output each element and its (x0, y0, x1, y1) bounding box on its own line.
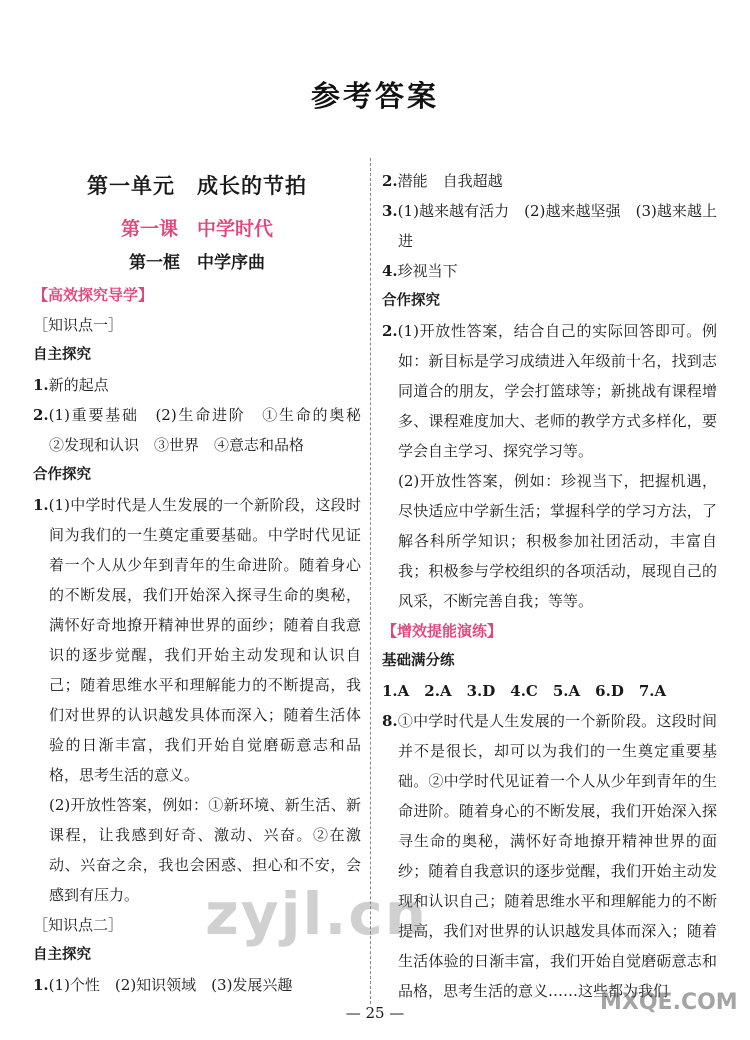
page-title: 参考答案 (310, 79, 439, 113)
page-number: — 25 — (345, 1004, 405, 1022)
item-text: (1)开放性答案，结合自己的实际回答即可。例如：新目标是学习成绩进入年级前十名，找到志同道合的朋友，学会打篮球等；新挑战有课程增多、课程难度加大、老师的教学方式多样化，要学会自主学习、探究学习等。 (397, 322, 717, 460)
item-text: (1)个性 (2)知识领域 (3)发展兴趣 (48, 976, 293, 994)
item-text: ①中学时代是人生发展的一个新阶段。这段时间并不是很长，却可以为我们的一生奠定重要基础。②中学时代见证着一个人从少年到青年的生命进阶。随着身心的不断发展，我们开始深入探寻生命的奥秘，满怀好奇地撩开精神世界的面纱；随着自我意识的逐步觉醒，我们开始主动发现和认识自己；随着思维水平和理解能力的不断提高，我们对世界的认识越发具体而深入；随着生活体验的日渐丰富，我们开始自觉磨砺意志和品格，思考生活的意义……这些都为我们 (397, 712, 717, 1000)
multiple-choice-answers: 1.A 2.A 3.D 4.C 5.A 6.D 7.A (382, 682, 667, 700)
section-tag-explore: 【高效探究导学】 (33, 286, 154, 304)
basic-practice-heading: 基础满分练 (382, 653, 455, 669)
watermark: zyjl.cn (205, 880, 429, 948)
item-text: (1)重要基础 (2)生命进阶 ①生命的奥秘 ②发现和认识 ③世界 ④意志和品格 (48, 406, 377, 454)
answer-item (33, 970, 361, 1000)
cooperative-explore-heading: 合作探究 (33, 467, 91, 483)
knowledge-point-1: ［知识点一］ (33, 316, 124, 334)
answer-item (382, 256, 717, 286)
cooperative-explore-heading: 合作探究 (382, 293, 440, 309)
answer-item (33, 370, 361, 400)
item-text: 新的起点 (48, 376, 109, 394)
unit-title: 第一单元 成长的节拍 (87, 173, 307, 198)
answer-item (33, 490, 361, 790)
knowledge-point-2: ［知识点二］ (33, 916, 124, 934)
frame-title: 第一框 中学序曲 (129, 253, 265, 273)
lesson-title: 第一课 中学时代 (120, 218, 273, 240)
left-column (33, 166, 377, 1000)
self-explore-heading: 自主探究 (33, 347, 91, 363)
item-number: 3. (382, 202, 398, 220)
answer-item (33, 400, 377, 460)
answer-item (382, 196, 717, 256)
item-number: 1. (33, 496, 49, 514)
answer-item (382, 706, 717, 1006)
column-divider (370, 158, 371, 1004)
section-tag-practice: 【增效提能演练】 (382, 622, 503, 640)
corner-logo: MXQE.COM (600, 990, 738, 1015)
answer-paragraph: (2)开放性答案，例如：珍视当下，把握机遇，尽快适应中学新生活；掌握科学的学习方法，了解各科所学知识；积极参加社团活动，丰富自我；积极参与学校组织的各项活动，展现自己的风采，不断完善自我；等等。 (398, 472, 717, 610)
item-number: 4. (382, 262, 398, 280)
answer-item (382, 316, 717, 466)
item-text: 潜能 自我超越 (397, 172, 503, 190)
item-text: (1)越来越有活力 (2)越来越坚强 (3)越来越上进 (397, 202, 717, 250)
item-number: 1. (33, 976, 49, 994)
item-number: 8. (382, 712, 398, 730)
answer-paragraph: (2)开放性答案，例如：①新环境、新生活、新课程，让我感到好奇、激动、兴奋。②在激动、兴奋之余，我也会困惑、担心和不安，会感到有压力。 (49, 796, 361, 904)
self-explore-heading: 自主探究 (33, 947, 91, 963)
item-number: 2. (33, 406, 49, 424)
item-number: 2. (382, 322, 398, 340)
item-text: 珍视当下 (397, 262, 458, 280)
item-text: (1)中学时代是人生发展的一个新阶段，这段时间为我们的一生奠定重要基础。中学时代见证着一个人从少年到青年的生命进阶。随着身心的不断发展，我们开始深入探寻生命的奥秘，满怀好奇地撩开精神世界的面纱；随着自我意识的逐步觉醒，我们开始主动发现和认识自己；随着思维水平和理解能力的不断提高，我们对世界的认识越发具体而深入；随着生活体验的日渐丰富，我们开始自觉磨砺意志和品格，思考生活的意义。 (48, 496, 361, 784)
right-column (382, 166, 717, 1006)
item-number: 2. (382, 172, 398, 190)
item-number: 1. (33, 376, 49, 394)
answer-item (382, 166, 717, 196)
